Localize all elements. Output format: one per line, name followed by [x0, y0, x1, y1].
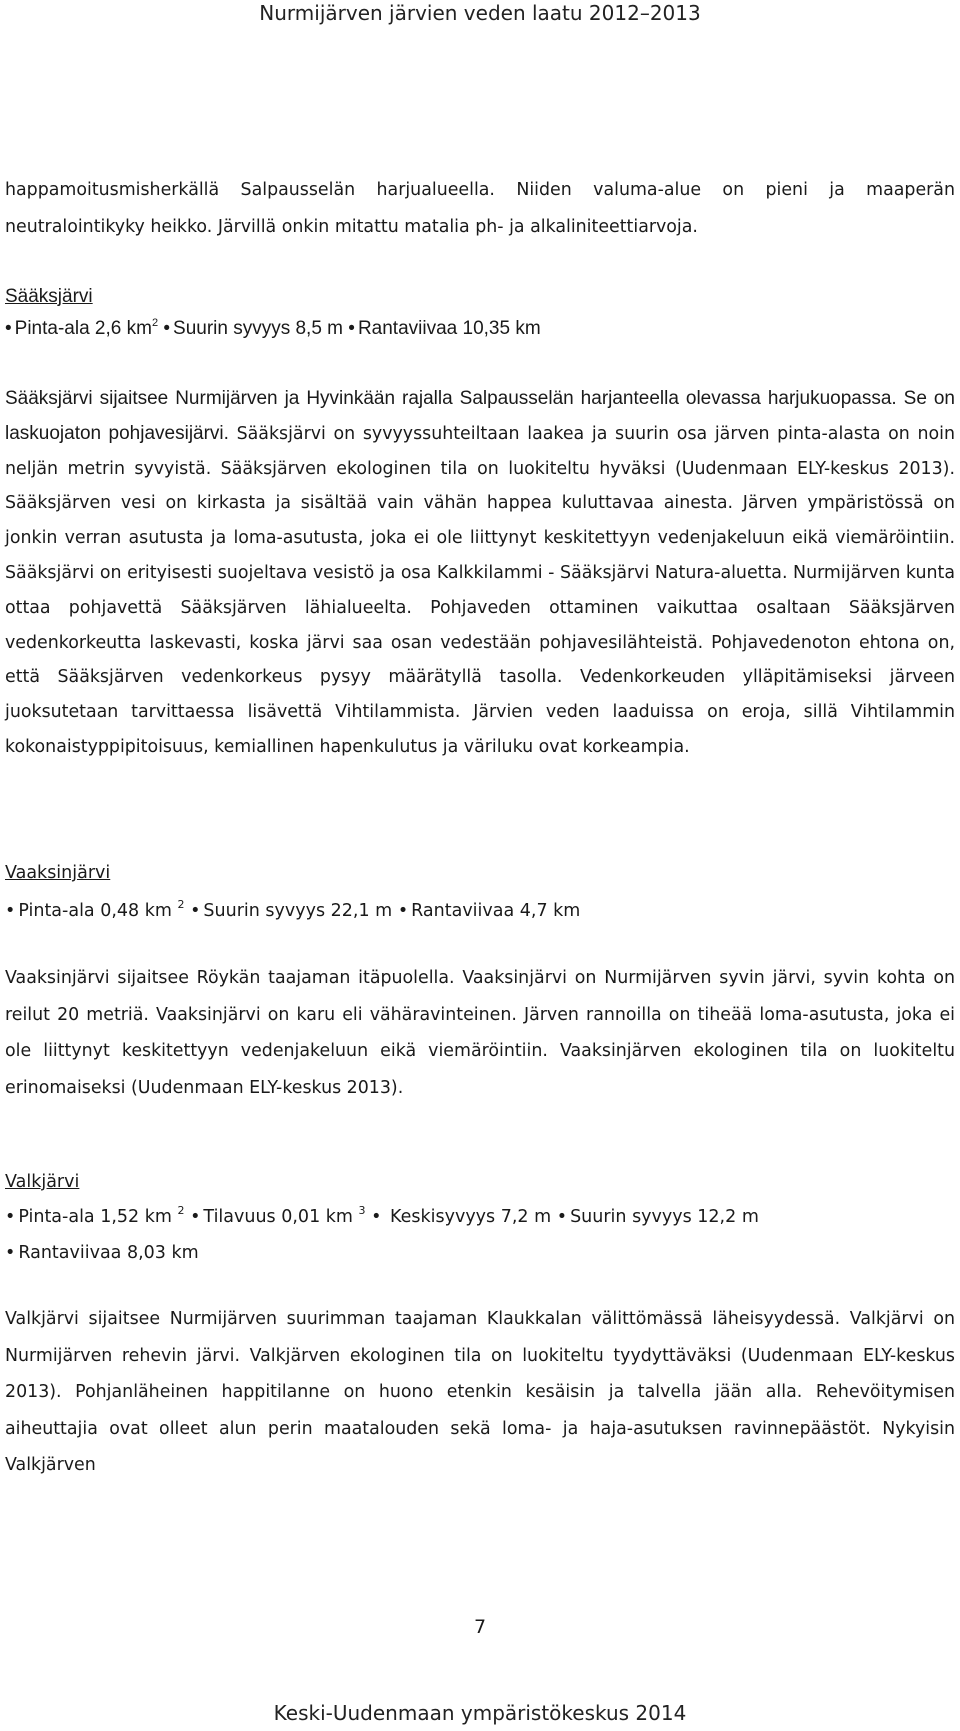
running-footer: Keski-Uudenmaan ympäristökeskus 2014	[273, 1701, 687, 1725]
paragraph-valkjarvi	[5, 1301, 955, 1484]
running-header: Nurmijärven järvien veden laatu 2012–2013	[259, 1, 701, 25]
fact-item: • Keskisyvyys 7,2 m	[371, 1207, 551, 1227]
bullet-icon: •	[190, 901, 201, 921]
fact-item: • Suurin syvyys 22,1 m	[190, 901, 392, 921]
page-number: 7	[473, 1616, 487, 1638]
bullet-icon: •	[5, 1207, 16, 1227]
bullet-icon: •	[348, 318, 355, 339]
fact-item: • Suurin syvyys 12,2 m	[557, 1207, 759, 1227]
bullet-icon: •	[5, 318, 12, 339]
saaksjarvi-intro-sentence: Sääksjärvi sijaitsee Nurmijärven ja Hyvinkään rajalla Salpausselän harjanteella olevassa harjukuopassa. Se on laskuojaton pohjavesijärvi.	[5, 388, 955, 444]
facts-vaaksinjarvi	[5, 893, 955, 929]
saaksjarvi-body: Sääksjärvi on syvyyssuhteiltaan laakea ja suurin osa järven pinta-alasta on noin neljän metrin syvyistä. Sääksjärven ekologinen tila on luokiteltu hyväksi (Uudenmaan ELY-keskus 2013). Sääksjärven vesi on kirkasta ja sisältää vain vähän happea kuluttavaa ainesta. Järven ympäristössä on jonkin verran asutusta ja loma-asutusta, joka ei ole liittynyt keskitettyyn vedenjakeluun eikä viemäröintiin. Sääksjärvi on erityisesti suojeltava vesistö ja osa Kalkkilammi - Sääksjärvi Natura-aluetta. Nurmijärven kunta ottaa pohjavettä Sääksjärven lähialueelta. Pohjaveden ottaminen vaikuttaa osaltaan Sääksjärven vedenkorkeutta laskevasti, koska järvi saa osan vedestään pohjavesilähteistä. Pohjavedenoton ehtona on, että Sääksjärven vedenkorkeus pysyy määrätyllä tasolla. Vedenkorkeuden ylläpitämiseksi järveen juoksutetaan tarvittaessa lisävettä Vihtilammista. Järvien veden laaduissa on eroja, sillä Vihtilammin kokonaistyppipitoisuus, kemiallinen hapenkulutus ja väriluku ovat korkeampia.	[5, 423, 955, 757]
fact-item: • Rantaviivaa 10,35 km	[348, 318, 540, 339]
intro-paragraph	[5, 172, 955, 245]
paragraph-vaaksinjarvi	[5, 960, 955, 1106]
bullet-icon: •	[397, 901, 409, 921]
paragraph-saaksjarvi	[5, 382, 955, 765]
fact-item: • Suurin syvyys 8,5 m	[163, 318, 343, 339]
vaaksinjarvi-body: Vaaksinjärvi sijaitsee Röykän taajaman itäpuolella. Vaaksinjärvi on Nurmijärven syvin järvi, syvin kohta on reilut 20 metriä. Vaaksinjärvi on karu eli vähäravinteinen. Järven rannoilla on tiheää loma-asutusta, joka ei ole liittynyt keskitettyyn vedenjakeluun eikä viemäröintiin. Vaaksinjärven ekologinen tila on luokiteltu erinomaiseksi (Uudenmaan ELY-keskus 2013).	[5, 968, 955, 1098]
bullet-icon: •	[5, 901, 16, 921]
facts-valkjarvi	[5, 1199, 955, 1271]
bullet-icon: •	[163, 318, 171, 339]
fact-item: • Rantaviivaa 8,03 km	[5, 1243, 199, 1263]
facts-saaksjarvi	[5, 314, 955, 344]
valkjarvi-body: Valkjärvi sijaitsee Nurmijärven suurimman taajaman Klaukkalan välittömässä läheisyydessä. Valkjärvi on Nurmijärven rehevin järvi. Valkjärven ekologinen tila on luokiteltu tyydyttäväksi (Uudenmaan ELY-keskus 2013). Pohjanläheinen happitilanne on huono etenkin kesäisin ja talvella jään alla. Rehevöitymisen aiheuttajia ovat olleet alun perin maatalouden sekä loma- ja haja-asutuksen ravinnepäästöt. Nykyisin Valkjärven	[5, 1309, 955, 1475]
bullet-icon: •	[556, 1207, 568, 1227]
fact-item: • Pinta-ala 0,48 km $^2$	[5, 901, 185, 921]
fact-item: • Pinta-ala 2,6 $km^2$	[5, 318, 158, 339]
section-title-vaaksinjarvi: Vaaksinjärvi	[5, 863, 111, 883]
bullet-icon: •	[5, 1243, 16, 1263]
section-title-saaksjarvi: Sääksjärvi	[5, 286, 93, 307]
intro-text: happamoitusmisherkällä Salpausselän harjualueella. Niiden valuma-alue on pieni ja maaperän neutralointikyky heikko. Järvillä onkin mitattu matalia ph- ja alkaliniteettiarvoja.	[5, 180, 955, 237]
fact-item: • Pinta-ala 1,52 km $^2$	[5, 1207, 185, 1227]
fact-item: • Tilavuus 0,01 km $^3$	[190, 1207, 365, 1227]
section-title-valkjarvi: Valkjärvi	[5, 1172, 80, 1192]
bullet-icon: •	[190, 1207, 201, 1227]
fact-item: • Rantaviivaa 4,7 km	[398, 901, 581, 921]
bullet-icon: •	[371, 1207, 382, 1227]
